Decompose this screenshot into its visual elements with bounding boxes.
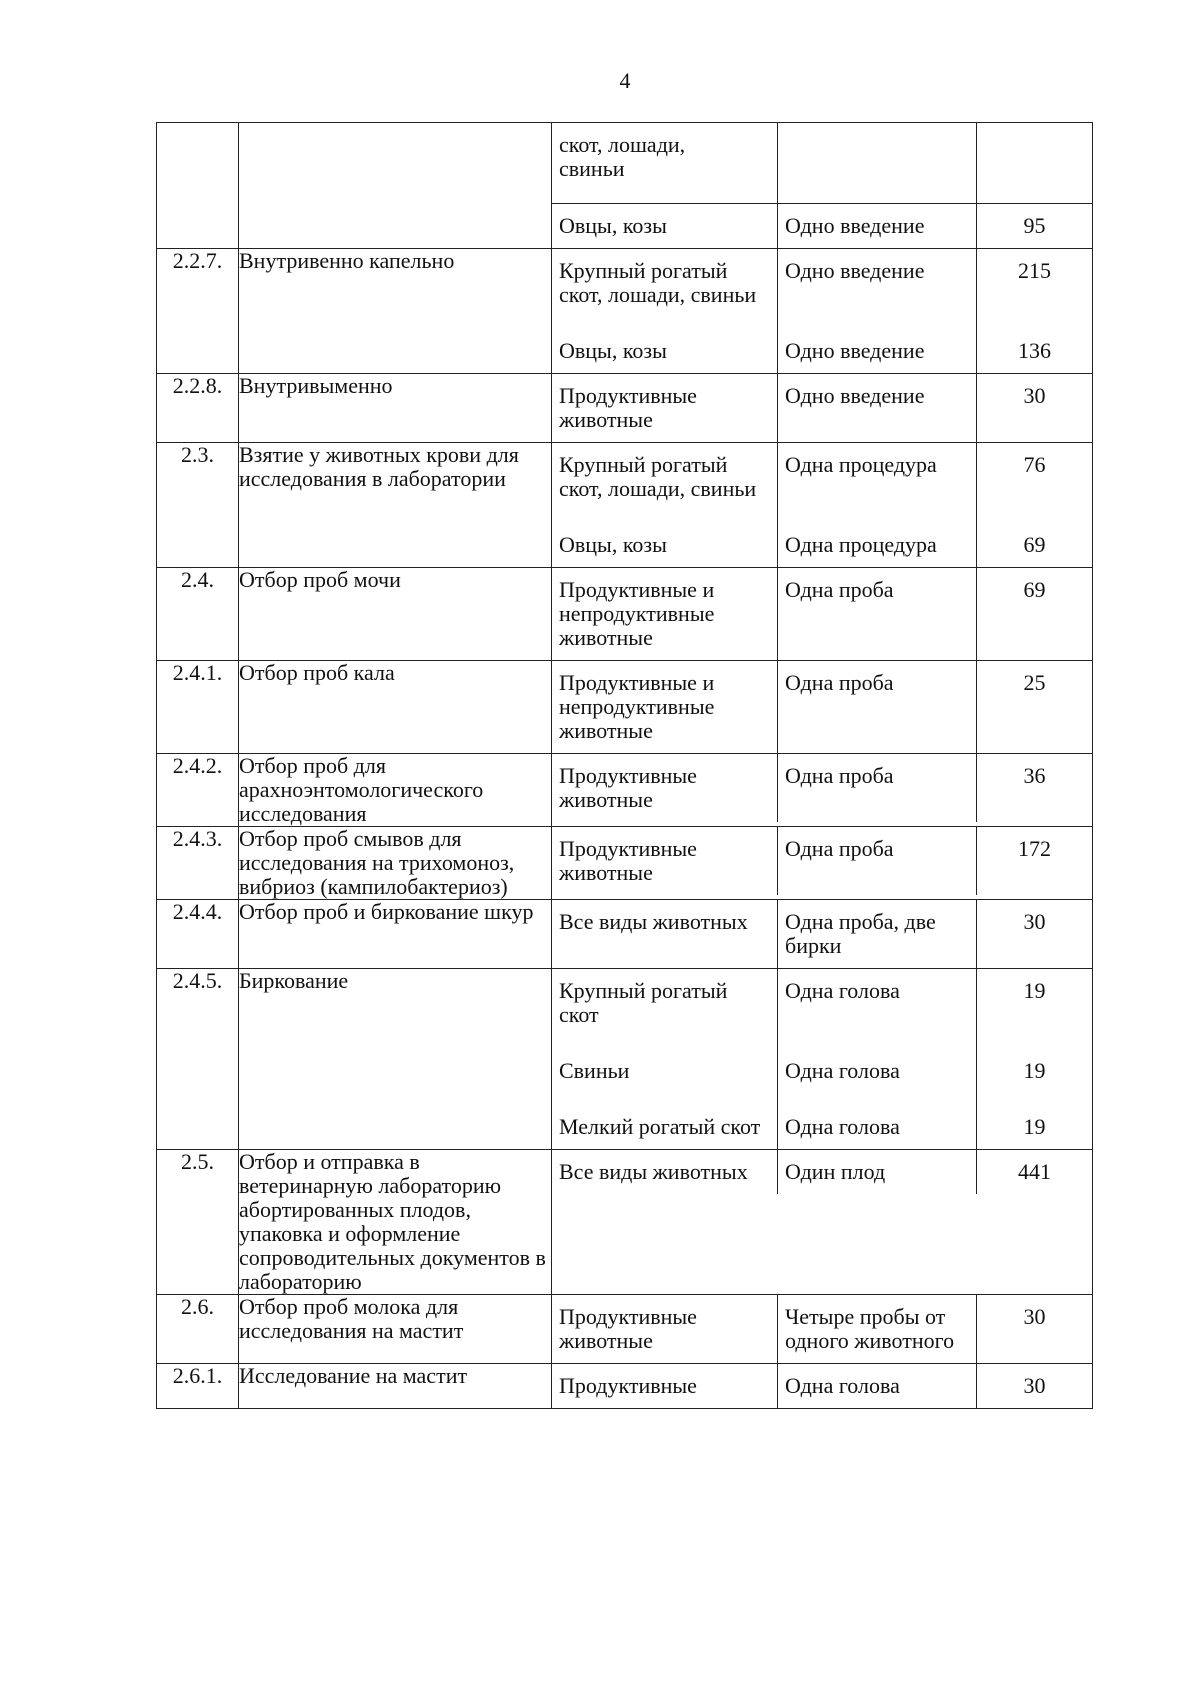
animal-species: Мелкий рогатый скот — [552, 1105, 778, 1149]
entries-cell — [552, 568, 1093, 661]
entries-grid — [552, 568, 1092, 660]
animal-species: Овцы, козы — [552, 203, 778, 248]
entries-cell — [552, 661, 1093, 754]
entries-cell — [552, 827, 1093, 900]
entries-cell — [552, 754, 1093, 827]
price: 215 — [1018, 258, 1051, 283]
price: 30 — [1023, 1304, 1046, 1329]
item-number — [157, 123, 239, 249]
animal-species: Крупный рогатый скот — [552, 969, 778, 1049]
price: 69 — [1023, 532, 1046, 557]
unit-of-service: Одна проба, две бирки — [778, 900, 977, 968]
service-name: Внутривыменно — [239, 374, 552, 443]
animal-species: Продуктивные животные — [552, 754, 778, 822]
price: 25 — [1023, 670, 1046, 695]
table-row — [157, 1364, 1093, 1409]
entries-grid — [552, 754, 1092, 822]
price: 95 — [977, 203, 1092, 248]
service-name: Биркование — [239, 969, 552, 1150]
service-name: Исследование на мастит — [239, 1364, 552, 1409]
entries-grid — [552, 443, 1092, 567]
unit-of-service: Одно введение — [778, 329, 977, 373]
price: 19 — [1023, 1114, 1046, 1139]
item-number: 2.3. — [157, 443, 239, 568]
unit-of-service: Одна проба — [778, 754, 977, 822]
price: 69 — [1023, 577, 1046, 602]
unit-of-service: Одно введение — [778, 249, 977, 329]
animal-species: Продуктивные — [552, 1364, 778, 1408]
entries-grid — [552, 249, 1092, 373]
item-number: 2.6. — [157, 1295, 239, 1364]
unit-of-service: Одна голова — [778, 1049, 977, 1105]
entries-grid — [552, 123, 1092, 248]
unit-of-service: Одна проба — [778, 827, 977, 895]
item-number: 2.4.2. — [157, 754, 239, 827]
animal-species: скот, лошади, свиньи — [552, 123, 778, 203]
entries-cell — [552, 123, 1093, 249]
animal-species: Все виды животных — [552, 900, 778, 968]
animal-species: Продуктивные животные — [552, 374, 778, 442]
animal-species: Крупный рогатый скот, лошади, свиньи — [552, 443, 778, 523]
entries-cell — [552, 443, 1093, 568]
price: 441 — [1018, 1159, 1051, 1184]
unit-of-service: Одна голова — [778, 1105, 977, 1149]
table-row — [157, 249, 1093, 374]
entries-grid — [552, 1150, 1092, 1194]
animal-species: Все виды животных — [552, 1150, 778, 1194]
table-row — [157, 123, 1093, 249]
animal-species: Свиньи — [552, 1049, 778, 1105]
entries-cell — [552, 1364, 1093, 1409]
service-name — [239, 123, 552, 249]
unit-of-service: Одна голова — [778, 1364, 977, 1408]
entries-grid — [552, 661, 1092, 753]
unit-of-service: Одно введение — [778, 203, 977, 248]
service-name: Внутривенно капельно — [239, 249, 552, 374]
entries-cell — [552, 249, 1093, 374]
page-number: 4 — [619, 68, 631, 93]
price — [977, 123, 1092, 203]
tariff-table — [156, 122, 1093, 1409]
item-number: 2.4.4. — [157, 900, 239, 969]
item-number: 2.4.1. — [157, 661, 239, 754]
price: 76 — [1023, 452, 1046, 477]
price: 136 — [1018, 338, 1051, 363]
service-name: Отбор проб и биркование шкур — [239, 900, 552, 969]
item-number: 2.4.3. — [157, 827, 239, 900]
entries-cell — [552, 1150, 1093, 1295]
service-name: Отбор проб молока для исследования на мастит — [239, 1295, 552, 1364]
item-number: 2.2.7. — [157, 249, 239, 374]
entries-cell — [552, 1295, 1093, 1364]
table-row — [157, 443, 1093, 568]
tariff-table-body — [157, 123, 1093, 1409]
entries-grid — [552, 374, 1092, 442]
price: 30 — [1023, 909, 1046, 934]
table-row — [157, 661, 1093, 754]
entries-grid — [552, 969, 1092, 1149]
unit-of-service: Одна голова — [778, 969, 977, 1049]
unit-of-service: Одна процедура — [778, 523, 977, 567]
table-row — [157, 1150, 1093, 1295]
table-row — [157, 827, 1093, 900]
animal-species: Крупный рогатый скот, лошади, свиньи — [552, 249, 778, 329]
unit-of-service: Одна проба — [778, 568, 977, 660]
table-row — [157, 568, 1093, 661]
unit-of-service — [778, 123, 977, 203]
entries-cell — [552, 900, 1093, 969]
unit-of-service: Одно введение — [778, 374, 977, 442]
item-number: 2.5. — [157, 1150, 239, 1295]
table-row — [157, 969, 1093, 1150]
item-number: 2.4.5. — [157, 969, 239, 1150]
animal-species: Овцы, козы — [552, 523, 778, 567]
entries-cell — [552, 374, 1093, 443]
animal-species: Продуктивные животные — [552, 827, 778, 895]
animal-species: Продуктивные и непродуктивные животные — [552, 568, 778, 660]
animal-species: Продуктивные животные — [552, 1295, 778, 1363]
item-number: 2.2.8. — [157, 374, 239, 443]
item-number: 2.4. — [157, 568, 239, 661]
price: 30 — [1023, 1373, 1046, 1398]
price: 36 — [1023, 763, 1046, 788]
price: 19 — [1023, 978, 1046, 1003]
entries-grid — [552, 1295, 1092, 1363]
entries-grid — [552, 1364, 1092, 1408]
unit-of-service: Один плод — [778, 1150, 977, 1194]
entries-grid — [552, 900, 1092, 968]
service-name: Отбор проб для арахноэнтомологического исследования — [239, 754, 552, 827]
service-name: Отбор проб мочи — [239, 568, 552, 661]
price: 19 — [1023, 1058, 1046, 1083]
entries-grid — [552, 827, 1092, 895]
price: 172 — [1018, 836, 1051, 861]
unit-of-service: Четыре пробы от одного животного — [778, 1295, 977, 1363]
service-name: Взятие у животных крови для исследования в лаборатории — [239, 443, 552, 568]
service-name: Отбор и отправка в ветеринарную лабораторию абортированных плодов, упаковка и оформление сопроводительных документов в лабораторию — [239, 1150, 552, 1295]
unit-of-service: Одна проба — [778, 661, 977, 753]
unit-of-service: Одна процедура — [778, 443, 977, 523]
table-row — [157, 374, 1093, 443]
service-name: Отбор проб кала — [239, 661, 552, 754]
entries-cell — [552, 969, 1093, 1150]
animal-species: Овцы, козы — [552, 329, 778, 373]
table-row — [157, 900, 1093, 969]
item-number: 2.6.1. — [157, 1364, 239, 1409]
price: 30 — [1023, 383, 1046, 408]
service-name: Отбор проб смывов для исследования на трихомоноз, вибриоз (кампилобактериоз) — [239, 827, 552, 900]
table-row — [157, 754, 1093, 827]
table-row — [157, 1295, 1093, 1364]
animal-species: Продуктивные и непродуктивные животные — [552, 661, 778, 753]
